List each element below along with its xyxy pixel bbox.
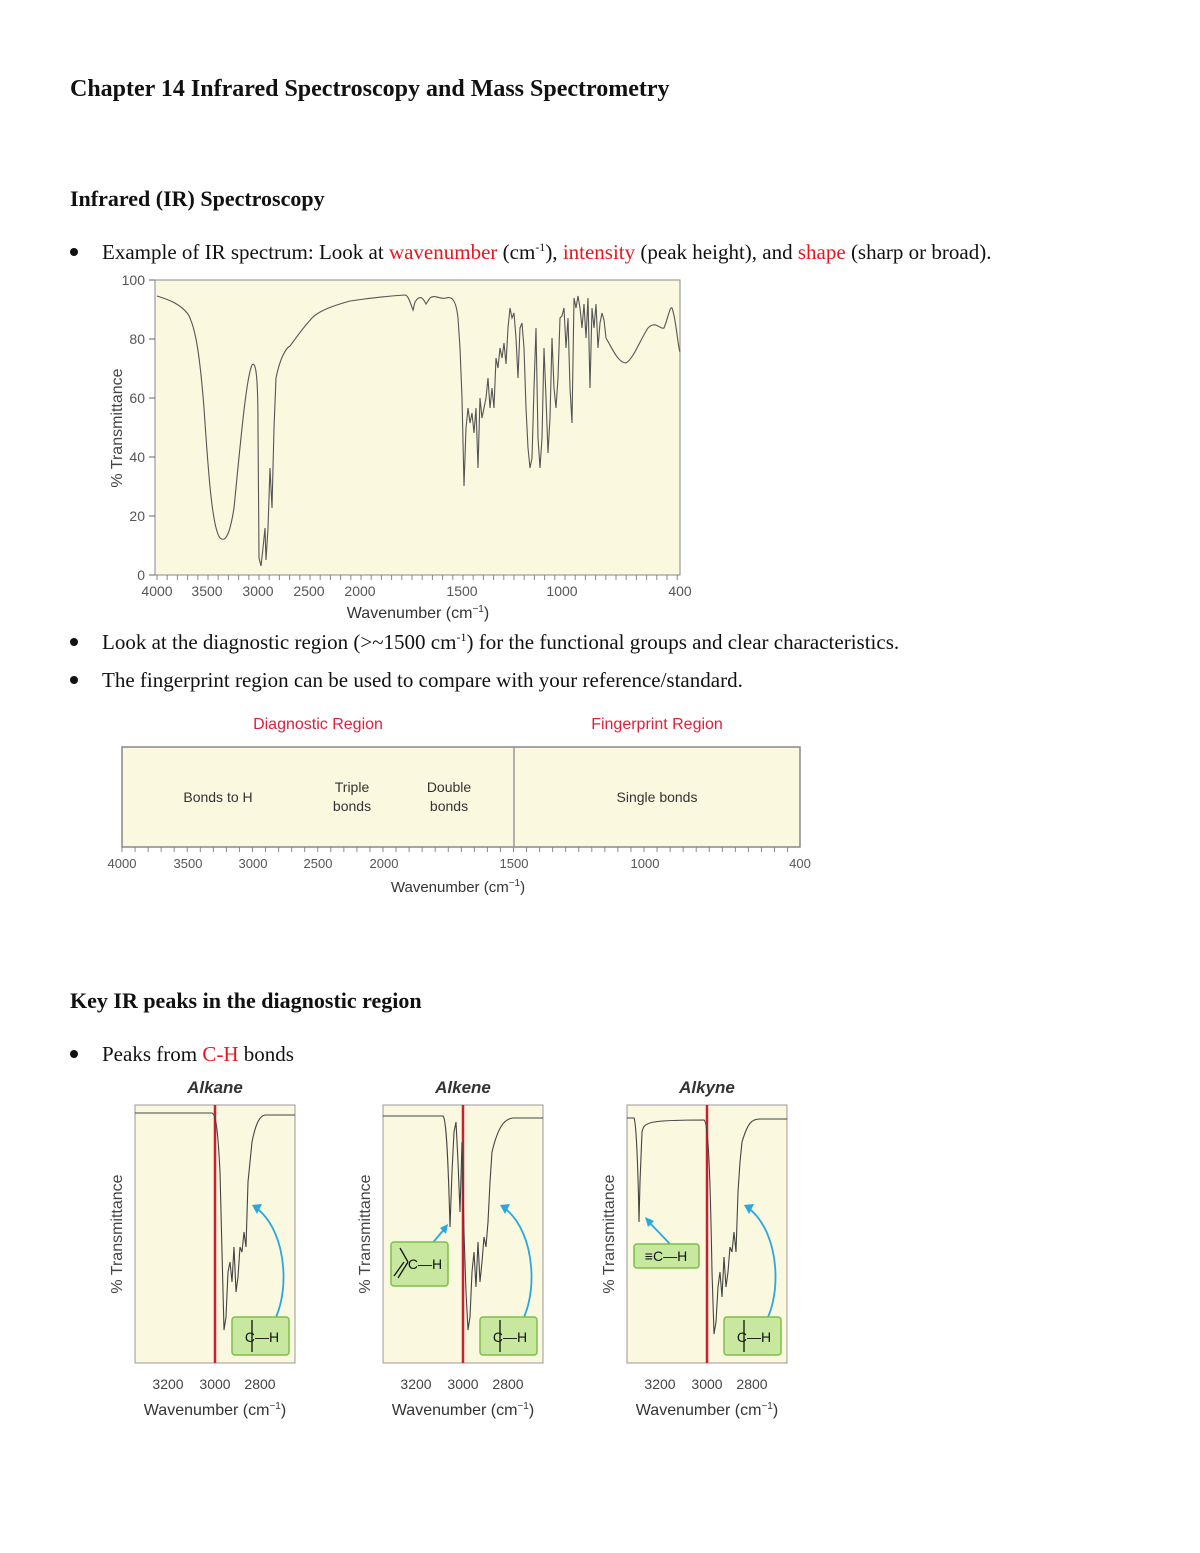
panel-xlabel: Wavenumber $(cm^{-1})$ [635, 1401, 779, 1419]
panel-xtick: 3000 [447, 1376, 479, 1392]
ch-bond-label: C—H [492, 1329, 528, 1345]
double-bonds-label: Double [426, 779, 472, 795]
single-bonds-label: Single bonds [616, 789, 698, 805]
spectrum-xlabel: Wavenumber $(cm^{-1})$ [346, 604, 490, 622]
panel-xtick: 2800 [244, 1376, 276, 1392]
panel-xtick: 3000 [691, 1376, 723, 1392]
panel-xtick: 2800 [736, 1376, 768, 1392]
spectrum-xtick: 4000 [141, 583, 173, 599]
panel-ylabel: % Transmittance [357, 1174, 374, 1294]
triple-bonds-label: bonds [332, 798, 372, 814]
region-xtick: 1500 [499, 856, 529, 871]
double-bonds-label: bonds [429, 798, 469, 814]
region-xtick: 2000 [369, 856, 399, 871]
ch-bond-label: C—H [244, 1329, 280, 1345]
bullet-example-spectrum: Example of IR spectrum: Look at wavenumber $(cm^{-1})$, intensity (peak height), and shape (sharp or broad). [70, 240, 991, 265]
panel-ylabel: % Transmittance [109, 1174, 126, 1294]
alkyne-ch-panel [592, 1072, 812, 1427]
panel-title: Alkyne [679, 1078, 735, 1097]
panel-xtick: 2800 [492, 1376, 524, 1392]
bullet-ch-bonds: Peaks from C-H bonds [70, 1042, 294, 1067]
alkene-ch-panel [348, 1072, 568, 1427]
panel-title: Alkane [187, 1078, 243, 1097]
bullet-dot [70, 248, 78, 256]
panel-xtick: 3200 [400, 1376, 432, 1392]
bullet-dot [70, 1050, 78, 1058]
page-title: Chapter 14 Infrared Spectroscopy and Mass Spectrometry [70, 76, 670, 102]
region-xtick: 1000 [630, 856, 660, 871]
spectrum-xtick: 3500 [191, 583, 223, 599]
spectrum-plot-area [155, 280, 680, 575]
spectrum-ytick: 40 [129, 449, 145, 465]
bullet-dot [70, 638, 78, 646]
section-heading-ir: Infrared (IR) Spectroscopy [70, 186, 325, 211]
spectrum-xtick: 2000 [344, 583, 376, 599]
region-xtick: 400 [789, 856, 811, 871]
panel-xlabel: Wavenumber $(cm^{-1})$ [143, 1401, 287, 1419]
panel-ylabel: % Transmittance [601, 1174, 618, 1294]
panel-xtick: 3200 [644, 1376, 676, 1392]
region-xtick: 3000 [238, 856, 268, 871]
region-xlabel: Wavenumber $(cm^{-1})$ [390, 878, 526, 896]
spectrum-xtick: 1500 [446, 583, 478, 599]
spectrum-x-minor-ticks [157, 575, 677, 580]
region-xtick: 4000 [107, 856, 137, 871]
spectrum-y-axis [149, 280, 155, 575]
ir-region-diagram [100, 705, 830, 905]
bullet-fingerprint-region: The fingerprint region can be used to compare with your reference/standard. [70, 668, 743, 693]
spectrum-ytick: 20 [129, 508, 145, 524]
panel-xtick: 3000 [199, 1376, 231, 1392]
ch-bond-label: C—H [736, 1329, 772, 1345]
region-xtick: 2500 [303, 856, 333, 871]
bullet-dot [70, 676, 78, 684]
ir-spectrum-figure [100, 268, 710, 628]
region-xtick: 3500 [173, 856, 203, 871]
alkane-ch-panel [100, 1072, 320, 1427]
spectrum-xtick: 400 [668, 583, 692, 599]
spectrum-ytick: 60 [129, 390, 145, 406]
triple-bonds-label: Triple [334, 779, 370, 795]
bonds-to-h-label: Bonds to H [183, 789, 253, 805]
spectrum-ytick: 80 [129, 331, 145, 347]
fingerprint-region-label: Fingerprint Region [591, 716, 723, 733]
panel-title: Alkene [435, 1078, 491, 1097]
spectrum-ylabel: % Transmittance [109, 368, 126, 488]
bullet-diagnostic-region: Look at the diagnostic region (>~1500 $cm^{-1}$) for the functional groups and clear characteristics. [70, 630, 899, 655]
alkene-ch-label: C—H [407, 1256, 443, 1272]
spectrum-xtick: 3000 [242, 583, 274, 599]
spectrum-xtick: 2500 [293, 583, 325, 599]
spectrum-ytick: 0 [137, 567, 145, 583]
diagnostic-region-label: Diagnostic Region [253, 716, 383, 733]
panel-xlabel: Wavenumber $(cm^{-1})$ [391, 1401, 535, 1419]
alkyne-ch-label: ≡C—H [644, 1248, 688, 1264]
panel-xtick: 3200 [152, 1376, 184, 1392]
spectrum-xtick: 1000 [546, 583, 578, 599]
spectrum-ytick: 100 [121, 272, 145, 288]
section-heading-key-peaks: Key IR peaks in the diagnostic region [70, 988, 422, 1013]
